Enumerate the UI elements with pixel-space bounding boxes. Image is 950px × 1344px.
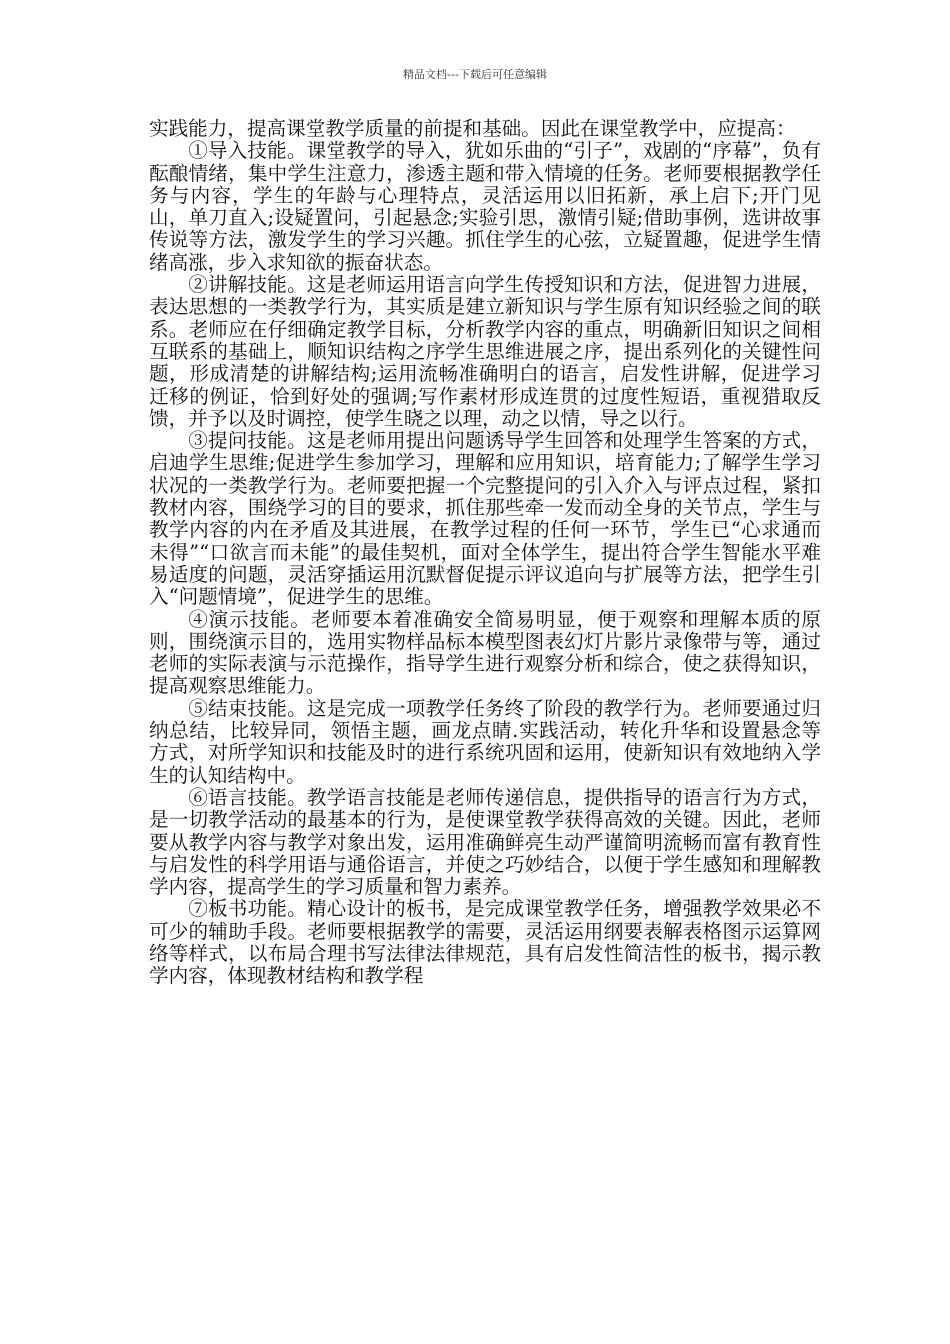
paragraph-language-skill: ⑥语言技能。教学语言技能是老师传递信息，提供指导的语言行为方式，是一切教学活动的最基本的行为，是使课堂教学获得高效的关键。因此，老师要从教学内容与教学对象出发，运用准确鲜亮生动严谨简明流畅而富有教育性与启发性的科学用语与通俗语言，并使之巧妙结合，以便于学生感知和理解教学内容，提高学生的学习质量和智力素养。	[149, 785, 821, 899]
paragraph-continuation: 实践能力，提高课堂教学质量的前提和基础。因此在课堂教学中，应提高：	[149, 117, 796, 140]
paragraph-question-skill: ③提问技能。这是老师用提出问题诱导学生回答和处理学生答案的方式，启迪学生思维;促进学生参加学习，理解和应用知识，培育能力;了解学生学习状况的一类教学行为。老师要把握一个完整提问的引入介入与评点过程，紧扣教材内容，围绕学习的目的要求，抓住那些牵一发而动全身的关节点，学生与教学内容的内在矛盾及其进展，在教学过程的任何一环节，学生已“心求通而未得”“口欲言而未能”的最佳契机，面对全体学生，提出符合学生智能水平难易适度的问题，灵活穿插运用沉默督促提示评议追向与扩展等方法，把学生引入“问题情境”，促进学生的思维。	[149, 429, 821, 609]
paragraph-ending-skill: ⑤结束技能。这是完成一项教学任务终了阶段的教学行为。老师要通过归纳总结，比较异同，领悟主题，画龙点睛.实践活动，转化升华和设置悬念等方式，对所学知识和技能及时的进行系统巩固和运用，使新知识有效地纳入学生的认知结构中。	[149, 696, 821, 787]
paragraph-explain-skill: ②讲解技能。这是老师运用语言向学生传授知识和方法，促进智力进展，表达思想的一类教学行为，其实质是建立新知识与学生原有知识经验之间的联系。老师应在仔细确定教学目标，分析教学内容的重点，明确新旧知识之间相互联系的基础上，顺知识结构之序学生思维进展之序，提出系列化的关键性问题，形成清楚的讲解结构;运用流畅准确明白的语言，启发性讲解，促进学习迁移的例证，恰到好处的强调;写作素材形成连贯的过度性短语，重视猎取反馈，并予以及时调控，使学生晓之以理，动之以情，导之以行。	[149, 273, 821, 430]
paragraph-demonstration-skill: ④演示技能。老师要本着准确安全简易明显，便于观察和理解本质的原则，围绕演示目的，选用实物样品标本模型图表幻灯片影片录像带与等，通过老师的实际表演与示范操作，指导学生进行观察分析和综合，使之获得知识，提高观察思维能力。	[149, 607, 821, 698]
document-body	[149, 118, 821, 988]
page-header: 精品文档---下载后可任意编辑	[403, 68, 547, 81]
paragraph-blackboard-skill: ⑦板书功能。精心设计的板书，是完成课堂教学任务，增强教学效果必不可少的辅助手段。老师要根据教学的需要，灵活运用纲要表解表格图示运算网络等样式，以布局合理书写法律法律规范，具有启发性简洁性的板书，揭示教学内容，体现教材结构和教学程	[149, 897, 821, 988]
paragraph-import-skill: ①导入技能。课堂教学的导入，犹如乐曲的“引子”，戏剧的“序幕”，负有酝酿情绪，集中学生注意力，渗透主题和带入情境的任务。老师要根据教学任务与内容，学生的年龄与心理特点，灵活运用以旧拓新，承上启下;开门见山，单刀直入;设疑置问，引起悬念;实验引思，激情引疑;借助事例，选讲故事传说等方法，激发学生的学习兴趣。抓住学生的心弦，立疑置趣，促进学生情绪高涨，步入求知欲的振奋状态。	[149, 139, 821, 274]
